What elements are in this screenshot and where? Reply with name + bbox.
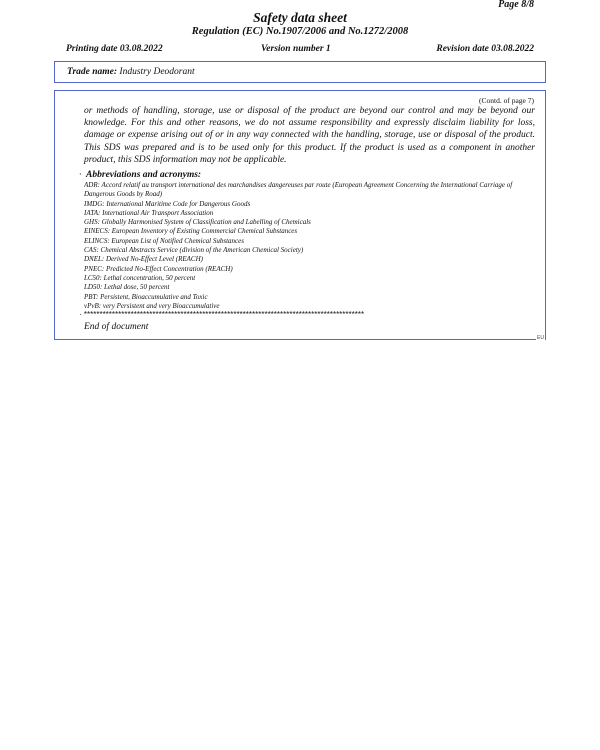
list-item: ELINCS: European List of Notified Chemical Substances <box>84 236 244 245</box>
regulation-subtitle: Regulation (EC) No.1907/2006 and No.1272/2008 <box>191 26 409 37</box>
list-item: EINECS: European Inventory of Existing Commercial Chemical Substances <box>84 227 298 236</box>
trade-name-value: Industry Deodorant <box>119 67 195 77</box>
list-item: CAS: Chemical Abstracts Service (division of the American Chemical Society) <box>84 246 304 255</box>
abbreviations-list <box>84 181 536 311</box>
end-of-document: End of document <box>84 322 149 332</box>
document-title: Safety data sheet <box>253 10 347 25</box>
abbreviations-title: Abbreviations and acronyms: <box>86 170 202 180</box>
list-item: LC50: Lethal concentration, 50 percent <box>84 273 196 282</box>
separator-line: · ****************************************************************************************** <box>79 310 365 319</box>
trade-name-box <box>54 61 546 83</box>
list-item: DNEL: Derived No-Effect Level (REACH) <box>84 255 203 264</box>
continued-note: (Contd. of page 7) <box>479 96 534 105</box>
list-item: IATA: International Air Transport Association <box>84 208 214 217</box>
region-code: EU <box>537 335 544 341</box>
abbreviations-heading <box>79 170 201 180</box>
list-item: vPvB: very Persistent and very Bioaccumulative <box>84 301 220 310</box>
list-item: GHS: Globally Harmonised System of Classification and Labelling of Chemicals <box>84 218 311 227</box>
list-item: ADR: Accord relatif au transport international des marchandises dangereuses par route (European Agreement Concerning the International Carriage of Dangerous Goods by Road) <box>84 181 513 199</box>
list-item: PNEC: Predicted No-Effect Concentration (REACH) <box>84 264 233 273</box>
list-item: PBT: Persistent, Bioaccumulative and Toxic <box>84 292 208 301</box>
page-number: Page 8/8 <box>498 0 534 10</box>
version-number: Version number 1 <box>261 44 331 54</box>
list-item: LD50: Lethal dose, 50 percent <box>84 283 170 292</box>
list-item: IMDG: International Maritime Code for Dangerous Goods <box>84 199 251 208</box>
trade-name-label: Trade name: <box>67 67 118 77</box>
revision-date: Revision date 03.08.2022 <box>436 44 534 54</box>
disclaimer-paragraph: or methods of handling, storage, use or disposal of the product are beyond our control and may be beyond our knowledge. For this and other reasons, we do not assume responsibility and expressly disclaim liability for loss, damage or expense arising out of or in any way connected with the handling, storage, use or disposal of the product. This SDS was prepared and is to be used only for this product. If the product is used as a component in another product, this SDS information may not be applicable. <box>84 106 535 165</box>
bullet-marker: · <box>79 170 82 180</box>
printing-date: Printing date 03.08.2022 <box>66 44 163 54</box>
